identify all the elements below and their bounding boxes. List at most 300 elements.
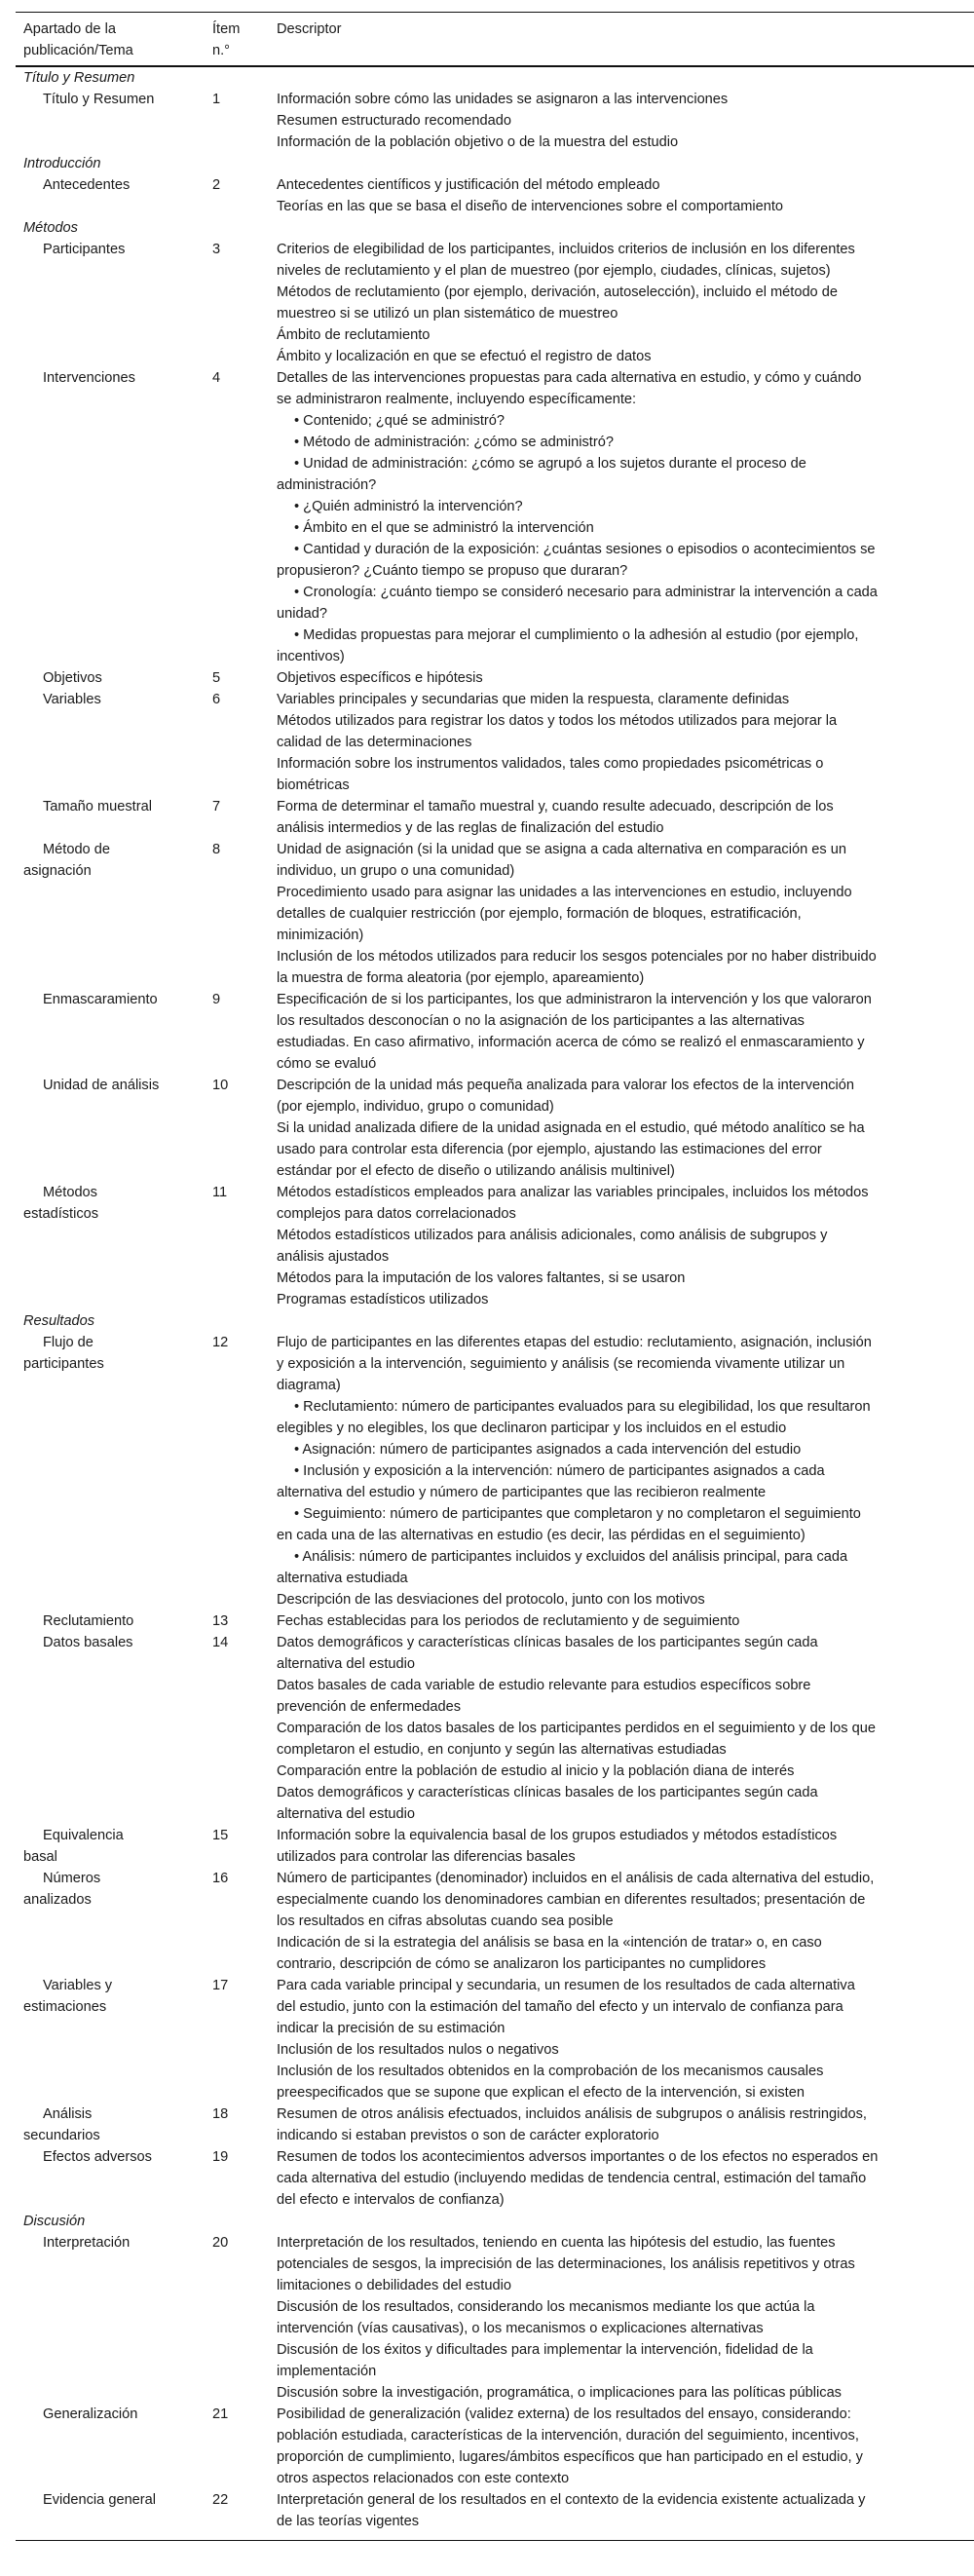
item-number: [212, 989, 277, 1075]
item-number: [212, 367, 277, 667]
section: [16, 67, 974, 153]
item-number-text: 8: [212, 842, 221, 857]
descriptor-bullet: [277, 1460, 974, 1503]
descriptor-cell: [277, 989, 974, 1075]
descriptor-line: • Reclutamiento: número de participantes evaluados para su elegibilidad, los que resultaron: [294, 1399, 871, 1415]
topic-line: Antecedentes: [43, 177, 131, 193]
descriptor-bullet: [277, 539, 974, 582]
descriptor-line: la muestra de forma aleatoria (por ejemplo, apareamiento): [277, 970, 645, 986]
descriptor-paragraph: [277, 110, 974, 132]
table-header: [16, 13, 974, 65]
item-number: [212, 1868, 277, 1975]
table-row: [16, 89, 974, 153]
descriptor-line: Información sobre cómo las unidades se asignaron a las intervenciones: [277, 92, 729, 107]
item-number-text: 9: [212, 992, 221, 1007]
topic-line: Datos basales: [43, 1635, 133, 1650]
descriptor-line: Discusión de los resultados, considerando los mecanismos mediante los que actúa la: [277, 2299, 815, 2315]
descriptor-line: Número de participantes (denominador) incluidos en el análisis de cada alternativa del estudio,: [277, 1871, 875, 1886]
descriptor-line: minimización): [277, 928, 364, 943]
section: [16, 217, 974, 1310]
descriptor-line: Descripción de la unidad más pequeña analizada para valorar los efectos de la intervención: [277, 1078, 855, 1093]
header-item-line: Ítem: [212, 21, 241, 37]
descriptor-line: análisis ajustados: [277, 1249, 390, 1265]
item-number-text: 15: [212, 1828, 229, 1843]
descriptor-line: los resultados desconocían o no la asignación de los participantes a las alternativas: [277, 1013, 805, 1029]
table-row: [16, 989, 974, 1075]
topic-line: analizados: [23, 1892, 92, 1908]
descriptor-bullet: [277, 432, 974, 453]
descriptor-bullet: [277, 1396, 974, 1439]
descriptor-line: potenciales de sesgos, la imprecisión de las determinaciones, los análisis repetitivos y otras: [277, 2256, 855, 2272]
descriptor-paragraph: [277, 1268, 974, 1289]
descriptor-line: complejos para datos correlacionados: [277, 1206, 516, 1222]
item-number-text: 20: [212, 2235, 229, 2251]
descriptor-line: Comparación de los datos basales de los participantes perdidos en el seguimiento y de los que: [277, 1721, 876, 1736]
topic-cell: [16, 1182, 212, 1310]
item-number: [212, 1332, 277, 1610]
descriptor-paragraph: [277, 346, 974, 367]
descriptor-line: Variables principales y secundarias que miden la respuesta, claramente definidas: [277, 692, 790, 707]
descriptor-bullet: [277, 410, 974, 432]
descriptor-line: de las teorías vigentes: [277, 2514, 420, 2529]
descriptor-paragraph: [277, 667, 974, 689]
descriptor-paragraph: [277, 753, 974, 796]
descriptor-paragraph: [277, 1118, 974, 1182]
topic-line: Método de: [43, 842, 110, 857]
topic-line: Objetivos: [43, 670, 102, 686]
topic-line: Interpretación: [43, 2235, 131, 2251]
topic-line: Equivalencia: [43, 1828, 124, 1843]
topic-line: basal: [23, 1849, 57, 1865]
descriptor-paragraph: [277, 2232, 974, 2296]
descriptor-line: otros aspectos relacionados con este contexto: [277, 2471, 570, 2486]
descriptor-line: Forma de determinar el tamaño muestral y, cuando resulte adecuado, descripción de los: [277, 799, 834, 814]
descriptor-line: Indicación de si la estrategia del análisis se basa en la «intención de tratar» o, en caso: [277, 1935, 822, 1951]
item-number-text: 7: [212, 799, 221, 814]
topic-cell: [16, 1868, 212, 1975]
item-number-text: 1: [212, 92, 221, 107]
descriptor-paragraph: [277, 1718, 974, 1761]
header-item-line: n.°: [212, 43, 231, 58]
descriptor-line: Posibilidad de generalización (validez externa) de los resultados del ensayo, considerando:: [277, 2406, 851, 2422]
descriptor-line: indicar la precisión de su estimación: [277, 2021, 506, 2036]
descriptor-paragraph: [277, 89, 974, 110]
topic-line: secundarios: [23, 2128, 100, 2143]
descriptor-paragraph: [277, 839, 974, 882]
section-title: Introducción: [23, 156, 101, 171]
descriptor-cell: [277, 1632, 974, 1825]
descriptor-paragraph: [277, 239, 974, 282]
descriptor-line: Antecedentes científicos y justificación del método empleado: [277, 177, 660, 193]
item-number: [212, 2489, 277, 2532]
descriptor-line: Si la unidad analizada difiere de la unidad asignada en el estudio, qué método analítico se ha: [277, 1120, 865, 1136]
descriptor-line: Información de la población objetivo o de la muestra del estudio: [277, 134, 679, 150]
descriptor-line: alternativa estudiada: [277, 1571, 408, 1586]
descriptor-line: detalles de cualquier restricción (por ejemplo, formación de bloques, estratificación,: [277, 906, 802, 922]
descriptor-line: • Cantidad y duración de la exposición: ¿cuántas sesiones o episodios o acontecimientos se: [294, 542, 876, 557]
descriptor-paragraph: [277, 1761, 974, 1782]
item-number-text: 2: [212, 177, 221, 193]
topic-line: Variables: [43, 692, 101, 707]
descriptor-paragraph: [277, 2296, 974, 2339]
header-item: [212, 19, 277, 61]
topic-line: Evidencia general: [43, 2492, 157, 2508]
topic-cell: [16, 174, 212, 217]
table-row: [16, 2489, 974, 2532]
topic-cell: [16, 2404, 212, 2489]
item-number-text: 22: [212, 2492, 229, 2508]
topic-cell: [16, 989, 212, 1075]
descriptor-line: Ámbito y localización en que se efectuó el registro de datos: [277, 349, 652, 364]
table-row: [16, 1332, 974, 1610]
descriptor-line: cada alternativa del estudio (incluyendo medidas de tendencia central, estimación del tamaño: [277, 2171, 867, 2186]
item-number-text: 3: [212, 242, 221, 257]
topic-cell: [16, 2103, 212, 2146]
table-row: [16, 1975, 974, 2103]
descriptor-line: • Unidad de administración: ¿cómo se agrupó a los sujetos durante el proceso de: [294, 456, 806, 472]
topic-line: Reclutamiento: [43, 1613, 134, 1629]
descriptor-line: Ámbito de reclutamiento: [277, 327, 431, 343]
descriptor-line: propusieron? ¿Cuánto tiempo se propuso que duraran?: [277, 563, 628, 579]
descriptor-line: • Método de administración: ¿cómo se administró?: [294, 435, 614, 450]
descriptor-paragraph: [277, 1589, 974, 1610]
descriptor-bullet: [277, 453, 974, 496]
descriptor-cell: [277, 239, 974, 367]
item-number: [212, 667, 277, 689]
topic-line: Números: [43, 1871, 101, 1886]
descriptor-paragraph: [277, 1868, 974, 1932]
descriptor-line: población estudiada, características de la intervención, duración del seguimiento, incentivos,: [277, 2428, 859, 2443]
table-row: [16, 174, 974, 217]
descriptor-line: prevención de enfermedades: [277, 1699, 462, 1715]
item-number: [212, 1975, 277, 2103]
descriptor-cell: [277, 2103, 974, 2146]
item-number: [212, 689, 277, 796]
topic-line: asignación: [23, 863, 92, 879]
section: [16, 2211, 974, 2532]
descriptor-line: niveles de reclutamiento y el plan de muestreo (por ejemplo, ciudades, clínicas, sujetos): [277, 263, 831, 279]
descriptor-paragraph: [277, 946, 974, 989]
descriptor-line: Interpretación general de los resultados en el contexto de la evidencia existente actualizada y: [277, 2492, 866, 2508]
item-number: [212, 1610, 277, 1632]
topic-cell: [16, 367, 212, 667]
descriptor-line: (por ejemplo, individuo, grupo o comunidad): [277, 1099, 554, 1115]
descriptor-line: usado para controlar esta diferencia (por ejemplo, ajustando las estimaciones del error: [277, 1142, 822, 1157]
descriptor-line: Información sobre la equivalencia basal de los grupos estudiados y métodos estadísticos: [277, 1828, 838, 1843]
descriptor-line: Fechas establecidas para los periodos de reclutamiento y de seguimiento: [277, 1613, 740, 1629]
header-topic-line: Apartado de la: [23, 21, 116, 37]
topic-cell: [16, 2232, 212, 2404]
descriptor-line: alternativa del estudio: [277, 1656, 415, 1672]
descriptor-paragraph: [277, 882, 974, 946]
descriptor-line: Métodos para la imputación de los valores faltantes, si se usaron: [277, 1270, 686, 1286]
table-row: [16, 2103, 974, 2146]
descriptor-paragraph: [277, 1825, 974, 1868]
descriptor-line: muestreo si se utilizó un plan sistemático de muestreo: [277, 306, 618, 322]
descriptor-paragraph: [277, 1932, 974, 1975]
descriptor-line: Inclusión de los resultados obtenidos en la comprobación de los mecanismos causales: [277, 2064, 824, 2079]
descriptor-cell: [277, 2489, 974, 2532]
item-number: [212, 2146, 277, 2211]
topic-line: Participantes: [43, 242, 126, 257]
topic-line: Métodos: [43, 1185, 97, 1200]
descriptor-paragraph: [277, 1632, 974, 1675]
descriptor-cell: [277, 2146, 974, 2211]
descriptor-bullet: [277, 625, 974, 667]
descriptor-paragraph: [277, 2039, 974, 2061]
descriptor-line: alternativa del estudio: [277, 1806, 415, 1822]
descriptor-line: incentivos): [277, 649, 345, 664]
table-row: [16, 839, 974, 989]
header-topic: [16, 19, 212, 61]
section-title: Métodos: [23, 220, 78, 236]
descriptor-cell: [277, 1332, 974, 1610]
descriptor-line: elegibles y no elegibles, los que declinaron participar y los incluidos en el estudio: [277, 1421, 787, 1436]
table-row: [16, 667, 974, 689]
descriptor-cell: [277, 2404, 974, 2489]
item-number-text: 10: [212, 1078, 229, 1093]
descriptor-cell: [277, 689, 974, 796]
topic-line: Unidad de análisis: [43, 1078, 160, 1093]
descriptor-line: calidad de las determinaciones: [277, 735, 472, 750]
descriptor-line: Unidad de asignación (si la unidad que se asigna a cada alternativa en comparación es un: [277, 842, 846, 857]
descriptor-line: indicando si estaban previstos o son de carácter exploratorio: [277, 2128, 659, 2143]
descriptor-line: Objetivos específicos e hipótesis: [277, 670, 483, 686]
topic-cell: [16, 839, 212, 989]
descriptor-cell: [277, 174, 974, 217]
descriptor-line: • Inclusión y exposición a la intervención: número de participantes asignados a cada: [294, 1463, 825, 1479]
topic-line: estimaciones: [23, 1999, 107, 2015]
descriptor-paragraph: [277, 324, 974, 346]
topic-cell: [16, 1632, 212, 1825]
item-number: [212, 239, 277, 367]
descriptor-paragraph: [277, 174, 974, 196]
descriptor-paragraph: [277, 689, 974, 710]
item-number-text: 21: [212, 2406, 229, 2422]
descriptor-paragraph: [277, 2103, 974, 2146]
descriptor-line: Datos basales de cada variable de estudio relevante para estudios específicos sobre: [277, 1678, 811, 1693]
item-number-text: 5: [212, 670, 221, 686]
descriptor-line: Teorías en las que se basa el diseño de intervenciones sobre el comportamiento: [277, 199, 784, 214]
header-descriptor: [277, 19, 974, 61]
item-number-text: 4: [212, 370, 221, 386]
descriptor-line: Criterios de elegibilidad de los participantes, incluidos criterios de inclusión en los diferentes: [277, 242, 855, 257]
item-number: [212, 89, 277, 153]
topic-line: Tamaño muestral: [43, 799, 152, 814]
descriptor-line: intervención (vías causativas), o los mecanismos o explicaciones alternativas: [277, 2321, 764, 2336]
table-row: [16, 1868, 974, 1975]
descriptor-line: • ¿Quién administró la intervención?: [294, 499, 523, 514]
descriptor-bullet: [277, 1439, 974, 1460]
topic-cell: [16, 689, 212, 796]
descriptor-line: implementación: [277, 2364, 377, 2379]
topic-cell: [16, 667, 212, 689]
topic-cell: [16, 1975, 212, 2103]
item-number: [212, 174, 277, 217]
table-row: [16, 2404, 974, 2489]
descriptor-line: especialmente cuando los denominadores cambian en diferentes resultados; presentación de: [277, 1892, 866, 1908]
descriptor-line: • Ámbito en el que se administró la intervención: [294, 520, 594, 536]
descriptor-line: • Contenido; ¿qué se administró?: [294, 413, 506, 429]
topic-cell: [16, 1332, 212, 1610]
descriptor-paragraph: [277, 2339, 974, 2382]
descriptor-line: • Seguimiento: número de participantes que completaron y no completaron el seguimiento: [294, 1506, 861, 1522]
descriptor-cell: [277, 2232, 974, 2404]
item-number-text: 16: [212, 1871, 229, 1886]
topic-cell: [16, 2146, 212, 2211]
topic-line: Variables y: [43, 1978, 113, 1993]
checklist-table: [16, 12, 974, 2541]
descriptor-paragraph: [277, 282, 974, 324]
descriptor-line: Detalles de las intervenciones propuestas para cada alternativa en estudio, y cómo y cuándo: [277, 370, 862, 386]
section-title: Título y Resumen: [23, 70, 135, 86]
item-number: [212, 2232, 277, 2404]
descriptor-paragraph: [277, 1289, 974, 1310]
table-row: [16, 2146, 974, 2211]
descriptor-paragraph: [277, 1675, 974, 1718]
descriptor-cell: [277, 1075, 974, 1182]
descriptor-paragraph: [277, 367, 974, 410]
descriptor-line: Resumen estructurado recomendado: [277, 113, 511, 129]
descriptor-line: Métodos estadísticos utilizados para análisis adicionales, como análisis de subgrupos y: [277, 1228, 828, 1243]
descriptor-line: Discusión sobre la investigación, programática, o implicaciones para las políticas públicas: [277, 2385, 842, 2401]
item-number-text: 13: [212, 1613, 229, 1629]
descriptor-paragraph: [277, 1782, 974, 1825]
descriptor-paragraph: [277, 1075, 974, 1118]
descriptor-cell: [277, 1975, 974, 2103]
topic-line: estadísticos: [23, 1206, 99, 1222]
topic-line: Enmascaramiento: [43, 992, 158, 1007]
descriptor-cell: [277, 839, 974, 989]
descriptor-paragraph: [277, 1225, 974, 1268]
topic-line: Efectos adversos: [43, 2149, 152, 2165]
descriptor-paragraph: [277, 796, 974, 839]
topic-line: Análisis: [43, 2106, 93, 2122]
descriptor-paragraph: [277, 2489, 974, 2532]
descriptor-cell: [277, 1825, 974, 1868]
descriptor-paragraph: [277, 2061, 974, 2103]
descriptor-line: los resultados en cifras absolutas cuando sea posible: [277, 1913, 614, 1929]
section: [16, 1310, 974, 2211]
descriptor-line: individuo, un grupo o una comunidad): [277, 863, 515, 879]
item-number-text: 17: [212, 1978, 229, 1993]
descriptor-line: Flujo de participantes en las diferentes etapas del estudio: reclutamiento, asignación, inclusión: [277, 1335, 872, 1350]
item-number: [212, 2103, 277, 2146]
descriptor-line: y exposición a la intervención, seguimiento y análisis (se recomienda vivamente utilizar un: [277, 1356, 845, 1372]
descriptor-paragraph: [277, 2146, 974, 2211]
item-number-text: 11: [212, 1185, 228, 1200]
topic-line: Generalización: [43, 2406, 138, 2422]
descriptor-line: • Asignación: número de participantes asignados a cada intervención del estudio: [294, 1442, 802, 1458]
descriptor-cell: [277, 367, 974, 667]
table-row: [16, 1182, 974, 1310]
item-number: [212, 1632, 277, 1825]
descriptor-line: Especificación de si los participantes, los que administraron la intervención y los que valoraron: [277, 992, 872, 1007]
descriptor-line: • Cronología: ¿cuánto tiempo se consideró necesario para administrar la intervención a cada: [294, 585, 878, 600]
descriptor-line: Para cada variable principal y secundaria, un resumen de los resultados de cada alternativa: [277, 1978, 855, 1993]
descriptor-line: Descripción de las desviaciones del protocolo, junto con los motivos: [277, 1592, 705, 1608]
descriptor-line: Métodos estadísticos empleados para analizar las variables principales, incluidos los métodos: [277, 1185, 869, 1200]
item-number: [212, 839, 277, 989]
topic-cell: [16, 1825, 212, 1868]
descriptor-line: alternativa del estudio y número de participantes que las recibieron realmente: [277, 1485, 767, 1500]
topic-cell: [16, 1610, 212, 1632]
descriptor-paragraph: [277, 132, 974, 153]
descriptor-line: Resumen de todos los acontecimientos adversos importantes o de los efectos no esperados en: [277, 2149, 879, 2165]
descriptor-cell: [277, 796, 974, 839]
descriptor-line: Interpretación de los resultados, teniendo en cuenta las hipótesis del estudio, las fuentes: [277, 2235, 836, 2251]
descriptor-bullet: [277, 582, 974, 625]
descriptor-line: Resumen de otros análisis efectuados, incluidos análisis de subgrupos o análisis restringidos,: [277, 2106, 867, 2122]
item-number-text: 6: [212, 692, 221, 707]
descriptor-line: del estudio, junto con la estimación del tamaño del efecto y un intervalo de confianza para: [277, 1999, 843, 2015]
descriptor-line: cómo se evaluó: [277, 1056, 377, 1072]
descriptor-line: se administraron realmente, incluyendo específicamente:: [277, 392, 637, 407]
descriptor-paragraph: [277, 1332, 974, 1396]
header-topic-line: publicación/Tema: [23, 43, 133, 58]
topic-cell: [16, 239, 212, 367]
item-number: [212, 796, 277, 839]
table-row: [16, 2232, 974, 2404]
item-number: [212, 2404, 277, 2489]
descriptor-line: Información sobre los instrumentos validados, tales como propiedades psicométricas o: [277, 756, 824, 772]
descriptor-line: • Análisis: número de participantes incluidos y excluidos del análisis principal, para cada: [294, 1549, 848, 1565]
descriptor-line: proporción de cumplimiento, lugares/ámbitos específicos que han participado en el estudio, y: [277, 2449, 863, 2465]
item-number-text: 14: [212, 1635, 229, 1650]
table-row: [16, 239, 974, 367]
descriptor-line: biométricas: [277, 777, 350, 793]
descriptor-line: del efecto e intervalos de confianza): [277, 2192, 505, 2208]
item-number-text: 18: [212, 2106, 229, 2122]
descriptor-paragraph: [277, 710, 974, 753]
descriptor-cell: [277, 1868, 974, 1975]
table-row: [16, 1632, 974, 1825]
descriptor-line: diagrama): [277, 1378, 341, 1393]
table-row: [16, 689, 974, 796]
descriptor-line: Comparación entre la población de estudio al inicio y la población diana de interés: [277, 1763, 795, 1779]
descriptor-paragraph: [277, 2404, 974, 2489]
descriptor-line: contrario, descripción de cómo se analizaron los participantes no cumplidores: [277, 1956, 767, 1972]
descriptor-line: administración?: [277, 477, 377, 493]
descriptor-line: Programas estadísticos utilizados: [277, 1292, 489, 1307]
topic-cell: [16, 2489, 212, 2532]
table-row: [16, 796, 974, 839]
item-number: [212, 1825, 277, 1868]
descriptor-paragraph: [277, 196, 974, 217]
descriptor-line: estándar por el efecto de diseño o utilizando análisis multinivel): [277, 1163, 675, 1179]
descriptor-cell: [277, 1610, 974, 1632]
descriptor-paragraph: [277, 989, 974, 1075]
descriptor-bullet: [277, 1546, 974, 1589]
descriptor-line: en cada una de las alternativas en estudio (es decir, las pérdidas en el seguimiento): [277, 1528, 805, 1543]
descriptor-line: preespecificados que se supone que explican el efecto de la intervención, si existen: [277, 2085, 805, 2101]
descriptor-bullet: [277, 517, 974, 539]
descriptor-line: Inclusión de los resultados nulos o negativos: [277, 2042, 559, 2058]
topic-line: Flujo de: [43, 1335, 94, 1350]
section: [16, 153, 974, 217]
table-row: [16, 1075, 974, 1182]
topic-line: participantes: [23, 1356, 104, 1372]
descriptor-bullet: [277, 1503, 974, 1546]
topic-line: Intervenciones: [43, 370, 135, 386]
descriptor-line: Métodos utilizados para registrar los datos y todos los métodos utilizados para mejorar la: [277, 713, 838, 729]
descriptor-cell: [277, 667, 974, 689]
descriptor-cell: [277, 89, 974, 153]
descriptor-line: unidad?: [277, 606, 327, 622]
descriptor-line: Métodos de reclutamiento (por ejemplo, derivación, autoselección), incluido el método de: [277, 284, 838, 300]
topic-cell: [16, 796, 212, 839]
table-row: [16, 367, 974, 667]
